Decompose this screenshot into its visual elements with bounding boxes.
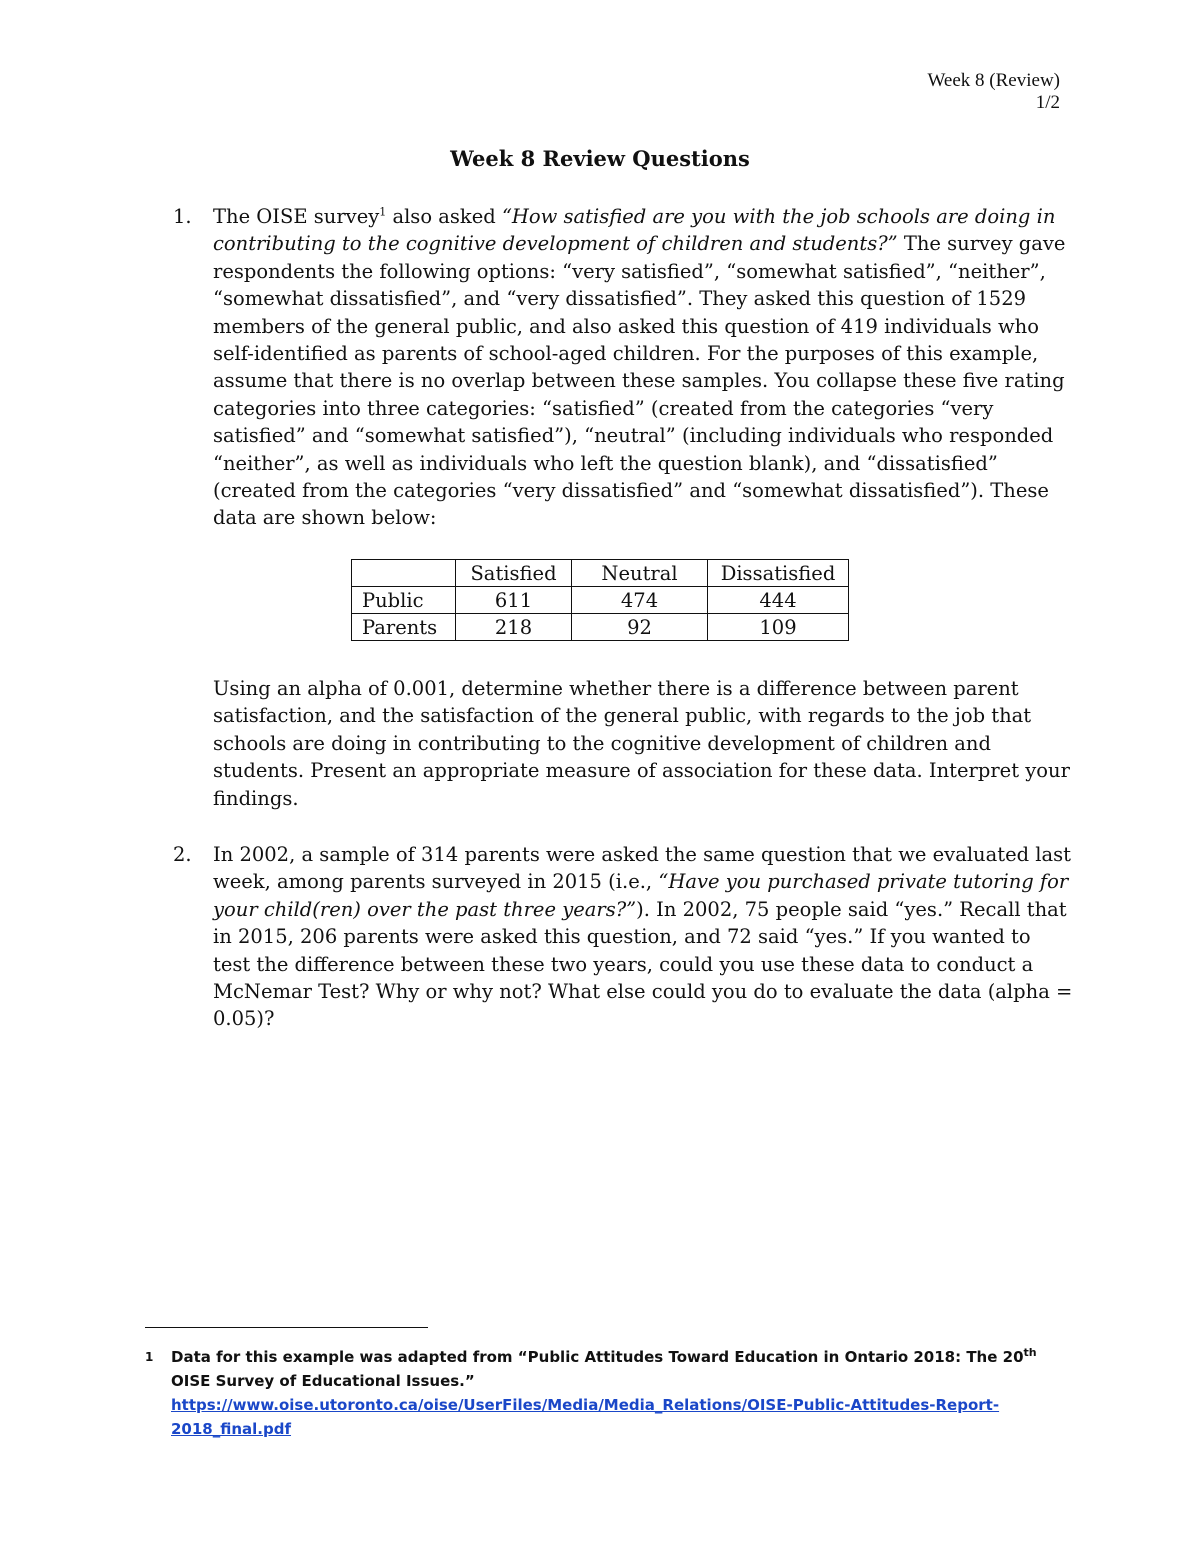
table-cell: 611 [456,587,572,614]
question-1-number: 1. [173,205,192,228]
footnote-text-2: OISE Survey of Educational Issues.” [171,1372,475,1390]
page-header [928,70,1060,114]
q2-part2: ). In 2002, 75 people said “yes.” Recall that in 2015, 206 parents were asked this question, and 72 said “yes.” If you wanted to test the difference between these two years, could you use these data to conduct a McNemar Test? Why or why not? What else could you do to evaluate the data (alpha = 0.05)? [213,897,1073,1031]
footnote-text [145,1345,1045,1441]
q2-question: “Have you purchased private tutoring for your child(ren) over the past three years?” [213,870,1069,921]
question-2-text [213,841,1073,1033]
table-row [352,614,849,641]
table-cell: 474 [572,587,708,614]
q2-part1: In 2002, a sample of 314 parents were asked the same question that we evaluated last week, among parents surveyed in 2015 (i.e., [213,843,1071,894]
table-cell: 109 [708,614,849,641]
table-header-cell: Dissatisfied [708,560,849,587]
footnote [145,1345,1045,1441]
footnote-text-1: Data for this example was adapted from “Public Attitudes Toward Education in Ontario 2018: The 20 [171,1348,1024,1366]
footnote-divider [145,1327,428,1328]
q1-asked: also asked [386,205,502,228]
table-header-row [352,560,849,587]
footnote-sup: th [1023,1346,1037,1359]
page-title: Week 8 Review Questions [450,146,750,171]
table-cell: 444 [708,587,849,614]
question-1-text [213,203,1073,532]
satisfaction-table [351,559,849,641]
question-2-number: 2. [173,843,192,866]
question-1-followup: Using an alpha of 0.001, determine whether there is a difference between parent satisfaction, and the satisfaction of the general public, with regards to the job that schools are doing in contributing to the cognitive development of children and students. Present an appropriate measure of association for these data. Interpret your findings. [213,677,1070,810]
table-cell: 92 [572,614,708,641]
q1-question: “How satisfied are you with the job schools are doing in contributing to the cognitive development of children and students?” [213,205,1056,256]
footnote-link[interactable]: https://www.oise.utoronto.ca/oise/UserFiles/Media/Media_Relations/OISE-Public-Attitudes-Report-2018_final.pdf [171,1396,1000,1438]
table-row-label: Public [352,587,456,614]
table-header-cell: Neutral [572,560,708,587]
table-header-cell: Satisfied [456,560,572,587]
table-cell: 218 [456,614,572,641]
page-number: 1/2 [1035,92,1060,113]
table-row-label: Parents [352,614,456,641]
header-title: Week 8 (Review) [927,70,1060,91]
table-header-cell [352,560,456,587]
footnote-mark: 1 [145,1350,154,1364]
q1-intro: The OISE survey [213,205,380,228]
table-row [352,587,849,614]
q1-body: The survey gave respondents the following options: “very satisfied”, “somewhat satisfied”, “neither”, “somewhat dissatisfied”, and “very dissatisfied”. They asked this question of 1529 members of the general public, and also asked this question of 419 individuals who self-identified as parents of school-aged children. For the purposes of this example, assume that there is no overlap between these samples. You collapse these five rating categories into three categories: “satisfied” (created from the categories “very satisfied” and “somewhat satisfied”), “neutral” (including individuals who responded “neither”, as well as individuals who left the question blank), and “dissatisfied” (created from the categories “very dissatisfied” and “somewhat dissatisfied”). These data are shown below: [213,232,1066,530]
footnote-ref[interactable]: 1 [379,205,387,219]
